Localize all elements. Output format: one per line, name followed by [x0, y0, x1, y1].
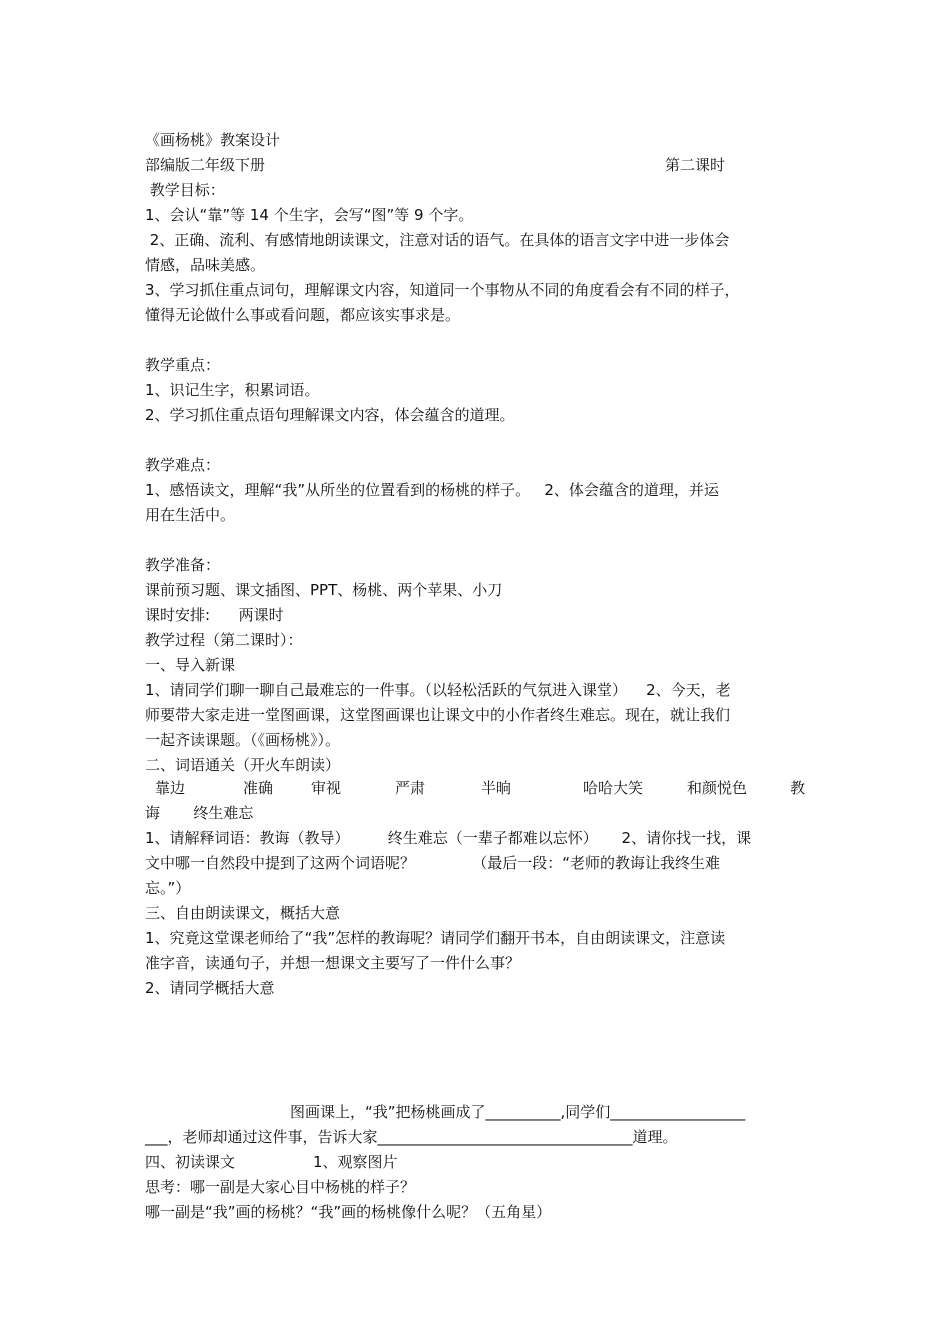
- difficulty-line: 1、感悟读文，理解“我”从所坐的位置看到的杨桃的样子。 2、体会蕴含的道理，并运: [145, 481, 719, 499]
- section-subitem: 1、观察图片: [313, 1153, 398, 1171]
- prep-heading: 教学准备：: [145, 556, 221, 574]
- vocab-word: 靠边: [155, 779, 186, 797]
- fill-in-line: ___，老师却通过这件事，告诉大家__________________________________道理。: [145, 1128, 678, 1146]
- difficulty-heading: 教学难点：: [145, 456, 221, 474]
- difficulty-line: 用在生活中。: [145, 506, 236, 524]
- section-line: 师要带大家走进一堂图画课，这堂图画课也让课文中的小作者终生难忘。现在，就让我们: [145, 706, 731, 724]
- section-line: 1、请同学们聊一聊自己最难忘的一件事。（以轻松活跃的气氛进入课堂） 2、今天，老: [145, 681, 731, 699]
- schedule-line: 课时安排: 两课时: [145, 606, 284, 624]
- objective-line: 3、学习抓住重点词句，理解课文内容，知道同一个事物从不同的角度看会有不同的样子，: [145, 281, 740, 299]
- edition-label: 部编版二年级下册: [145, 156, 266, 174]
- section-line: 思考：哪一副是大家心目中杨桃的样子？: [145, 1178, 416, 1196]
- objective-line: 1、会认“靠”等 14 个生字，会写“图”等 9 个字。: [145, 206, 474, 224]
- vocab-word: 审视: [311, 779, 342, 797]
- section-heading: 二、词语通关（开火车朗读）: [145, 756, 341, 774]
- lesson-label: 第二课时: [665, 156, 726, 174]
- vocab-line: 诲 终生难忘: [145, 804, 254, 822]
- vocab-word: 严肃: [395, 779, 426, 797]
- objectives-heading: 教学目标：: [145, 181, 225, 199]
- section-line: 2、请同学概括大意: [145, 979, 275, 997]
- section-heading: 一、导入新课: [145, 656, 236, 674]
- vocab-word: 准确: [243, 779, 274, 797]
- section-line: 1、请解释词语：教诲（教导） 终生难忘（一辈子都难以忘怀） 2、请你找一找，课: [145, 829, 752, 847]
- section-line: 忘。”）: [145, 879, 191, 897]
- vocab-word: 和颜悦色: [687, 779, 748, 797]
- section-heading: 三、自由朗读课文，概括大意: [145, 904, 341, 922]
- process-heading: 教学过程（第二课时）：: [145, 631, 303, 649]
- vocab-word: 哈哈大笑: [583, 779, 644, 797]
- key-line: 2、学习抓住重点语句理解课文内容，体会蕴含的道理。: [145, 406, 515, 424]
- section-heading: 四、初读课文: [145, 1153, 236, 1171]
- section-line: 一起齐读课题。（《画杨桃》）。: [145, 731, 341, 749]
- section-line: 哪一副是“我”画的杨桃？“我”画的杨桃像什么呢？（五角星）: [145, 1203, 552, 1221]
- section-line: 文中哪一自然段中提到了这两个词语呢？ （最后一段：“老师的教诲让我终生难: [145, 854, 720, 872]
- vocab-word: 教: [790, 779, 806, 797]
- objective-line: 懂得无论做什么事或看问题，都应该实事求是。: [145, 306, 461, 324]
- fill-in-line: 图画课上，“我”把杨桃画成了__________,同学们__________________: [290, 1103, 746, 1121]
- key-line: 1、识记生字，积累词语。: [145, 381, 320, 399]
- objective-line: 情感，品味美感。: [145, 256, 266, 274]
- section-line: 1、究竟这堂课老师给了“我”怎样的教诲呢？请同学们翻开书本，自由朗读课文，注意读: [145, 929, 726, 947]
- objective-line: 2、正确、流利、有感情地朗读课文，注意对话的语气。在具体的语言文字中进一步体会: [145, 231, 730, 249]
- section-line: 准字音，读通句子，并想一想课文主要写了一件什么事？: [145, 954, 521, 972]
- vocab-word: 半晌: [481, 779, 512, 797]
- prep-line: 课前预习题、课文插图、PPT、杨桃、两个苹果、小刀: [145, 581, 503, 599]
- doc-title: 《画杨桃》教案设计: [145, 131, 281, 149]
- key-heading: 教学重点：: [145, 356, 221, 374]
